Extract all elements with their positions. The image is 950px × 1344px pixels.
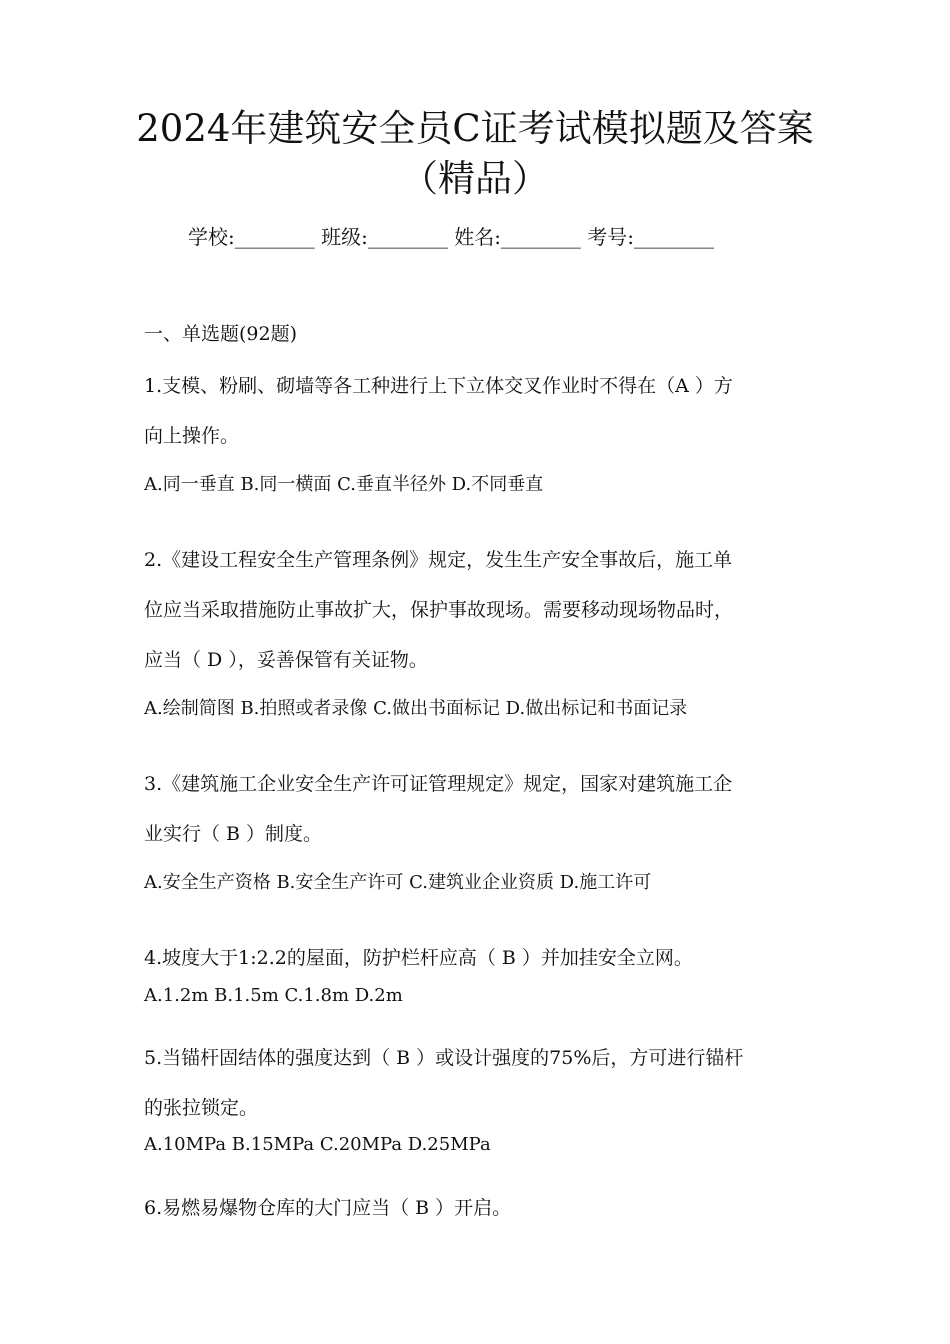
question-1-options: A.同一垂直 B.同一横面 C.垂直半径外 D.不同垂直 bbox=[144, 474, 544, 495]
question-6-stem-line-1: 6.易燃易爆物仓库的大门应当（ B ）开启。 bbox=[144, 1197, 512, 1219]
question-1-stem-line-2: 向上操作。 bbox=[144, 425, 240, 447]
section-heading: 一、单选题(92题) bbox=[144, 323, 298, 345]
question-2-stem-line-1: 2.《建设工程安全生产管理条例》规定，发生生产安全事故后，施工单 bbox=[144, 549, 733, 571]
document-subtitle: （精品） bbox=[401, 157, 549, 200]
question-4-options: A.1.2m B.1.5m C.1.8m D.2m bbox=[144, 985, 403, 1006]
question-3-options: A.安全生产资格 B.安全生产许可 C.建筑业企业资质 D.施工许可 bbox=[144, 872, 652, 893]
question-2-options: A.绘制简图 B.拍照或者录像 C.做出书面标记 D.做出标记和书面记录 bbox=[144, 698, 688, 719]
student-info-line: 学校:________ 班级:________ 姓名:________ 考号:________ bbox=[188, 225, 715, 249]
question-2-stem-line-2: 位应当采取措施防止事故扩大，保护事故现场。需要移动现场物品时， bbox=[144, 599, 734, 621]
question-3-stem-line-1: 3.《建筑施工企业安全生产许可证管理规定》规定，国家对建筑施工企 bbox=[144, 773, 733, 795]
question-1-stem-line-1: 1.支模、粉刷、砌墙等各工种进行上下立体交叉作业时不得在（A ）方 bbox=[144, 375, 733, 397]
question-5-options: A.10MPa B.15MPa C.20MPa D.25MPa bbox=[144, 1134, 491, 1155]
question-3-stem-line-2: 业实行（ B ）制度。 bbox=[144, 823, 323, 845]
question-5-stem-line-1: 5.当锚杆固结体的强度达到（ B ）或设计强度的75%后，方可进行锚杆 bbox=[144, 1047, 744, 1069]
document-title: 2024年建筑安全员C证考试模拟题及答案 bbox=[136, 107, 814, 150]
question-4-stem-line-1: 4.坡度大于1:2.2的屋面，防护栏杆应高（ B ）并加挂安全立网。 bbox=[144, 947, 693, 969]
question-2-stem-line-3: 应当（ D ），妥善保管有关证物。 bbox=[144, 649, 428, 671]
question-5-stem-line-2: 的张拉锁定。 bbox=[144, 1097, 259, 1119]
